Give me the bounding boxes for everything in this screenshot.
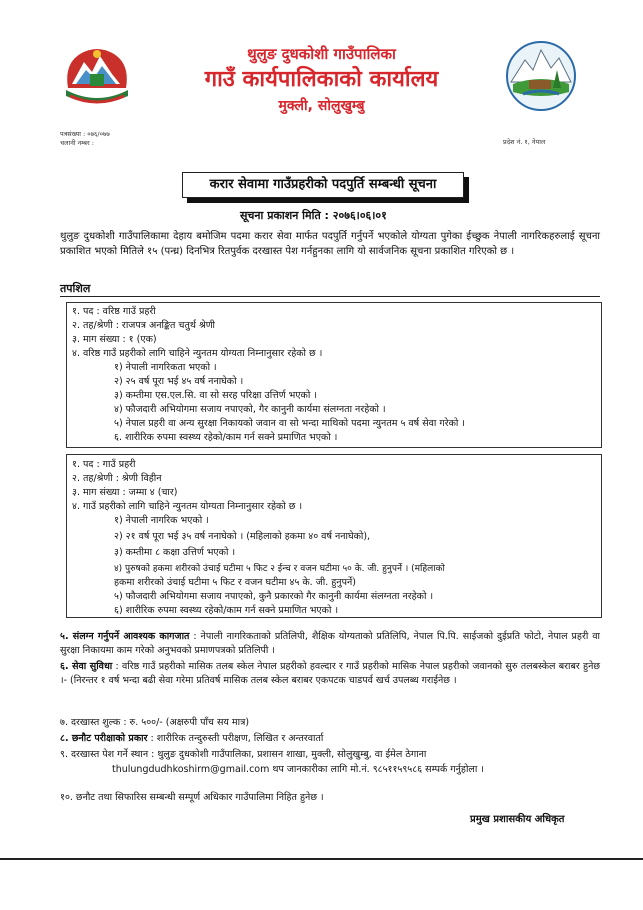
province-label: प्रदेश नं. १, नेपाल	[503, 138, 546, 146]
box2-line: ४) पुरुषको हकमा शरीरको उंचाई घटीमा ५ फिट २ ईन्च र वजन घटीमा ५० के. जी. हुनुपर्ने । (महिलाको	[114, 564, 445, 574]
office-address: मुक्ली, सोलुखुम्बु	[278, 98, 365, 114]
box2-line: ५) फौजदारी अभियोगमा सजाय नपाएको, कुनै प्रकारको गैर कानुनी कार्यमा संलग्नता नरहेको ।	[114, 591, 434, 602]
item-6-label: ६. सेवा सुविधा	[60, 661, 113, 672]
item-5-label: ५. संलग्न गर्नुपर्ने आवश्यक कागजात	[60, 631, 190, 642]
box2-line: ३) कम्तीमा ८ कक्षा उत्तिर्ण भएको ।	[114, 547, 236, 558]
box1-line: २. तह/श्रेणी : राजपत्र अनङ्कित चतुर्थ श्रेणी	[72, 320, 216, 331]
dispatch-number: चलानी नम्बर :	[60, 139, 94, 147]
box1-line: ५) नेपाल प्रहरी वा अन्य सुरक्षा निकायको जवान वा सो भन्दा माथिको पदमा न्युनतम ५ वर्ष सेवा गरेको ।	[114, 418, 465, 429]
footer-divider	[0, 858, 643, 860]
intro-paragraph: थुलुङ दुधकोशी गाउँपालिकामा देहाय बमोजिम पदमा करार सेवा मार्फत पदपुर्ति गर्नुपर्ने भएकोले योग्यता पुगेका ईच्छुक नेपाली नागरिकहरुलाई सूचना प्रकाशित भएको मितिले १५ (पन्ध्र) दिनभित्र रितपुर्वक दरखास्त पेश गर्नहुनका लागि यो सार्वजनिक सूचना प्रकाशित गरिएको छ ।	[60, 231, 600, 257]
box2-line: ६) शारीरिक रुपमा स्वस्थ्य रहेको/काम गर्न सक्ने प्रमाणित भएको ।	[114, 605, 339, 616]
box2-line: १) नेपाली नागरिक भएको ।	[114, 515, 209, 526]
office-name: गाउँ कार्यपालिकाको कार्यालय	[204, 67, 439, 92]
item-10: १०. छनौट तथा सिफारिस सम्बन्धी सम्पूर्ण अधिकार गाउँपालिमा निहित हुनेछ ।	[60, 792, 324, 803]
divider	[60, 296, 600, 297]
item-5-text: : नेपाली नागरिकताको प्रतिलिपी, शैक्षिक योग्यताको प्रतिलिपि, नेपाल पि.पि. साईजको दुईप्रति फोटो, नेपाल प्रहरी वा सुरक्षा निकायमा काम गरेको अनुभवको प्रमाणपत्रको प्रतिलिपी ।	[60, 631, 600, 656]
item-6-text: : वरिष्ठ गाउँ प्रहरीको मासिक तलब स्केल नेपाल प्रहरीको हवल्दार र गाउँ प्रहरीको मासिक नेपाल प्रहरीको जवानको सुरु तलबस्केल बराबर हुनेछ ।- (निरन्तर १ वर्ष भन्दा बढी सेवा गरेमा प्रतिवर्ष मासिक तलब स्केल बराबर एकपटक चाडपर्व खर्च उपलब्ध गराईनेछ ।	[60, 661, 601, 686]
letter-number: पत्रसंख्या : ०७६/०७७	[60, 130, 110, 138]
box2-line: ३. माग संख्या : जम्मा ४ (चार)	[72, 487, 178, 498]
item-8-label: ८. छनौट परीक्षाको प्रकार	[60, 733, 148, 744]
box1-line: ४. वरिष्ठ गाउँ प्रहरीको लागि चाहिने न्युनतम योग्यता निम्नानुसार रहेको छ ।	[72, 348, 323, 359]
item-6	[60, 660, 600, 688]
box1-line: ४) फौजदारी अभियोगमा सजाय नपाएको, गैर कानुनी कार्यमा संलग्नता नरहेको ।	[114, 404, 386, 415]
box2-line: १. पद : गाउँ प्रहरी	[72, 459, 136, 470]
item-9-line2: thulungdudhkoshirm@gmail.com थप जानकारीका लागि मो.नं. ९८५११५९५८६ सम्पर्क गर्नुहोला ।	[112, 764, 484, 775]
box2-line: २) २१ वर्ष पूरा भई ३५ वर्ष ननाघेको । (महिलाको हकमा ४० वर्ष ननाघेको),	[114, 531, 371, 542]
box1-line: १) नेपाली नागरिकता भएको ।	[114, 362, 217, 373]
box2-line: २. तह/श्रेणी : श्रेणी विहीन	[72, 473, 162, 484]
signature-title: प्रमुख प्रशासकीय अधिकृत	[470, 814, 565, 825]
item-7: ७. दरखास्त शुल्क : रु. ५००/- (अक्षरुपी पाँच सय मात्र)	[60, 717, 250, 728]
item-5	[60, 630, 600, 658]
publish-date: सूचना प्रकाशन मिति : २०७६।०६।०१	[240, 209, 387, 222]
box2-line: हकमा शरीरको उंचाई घटीमा ५ फिट र वजन घटीमा ४५ के. जी. हुनुपर्ने)	[114, 577, 356, 588]
box1-line: १. पद : वरिष्ठ गाउँ प्रहरी	[72, 306, 156, 317]
box1-line: ३. माग संख्या : १ (एक)	[72, 334, 157, 345]
municipality-name: थुलुङ दुधकोशी गाउँपालिका	[247, 45, 396, 63]
box1-line: ३) कम्तीमा एस.एल.सि. वा सो सरह परिक्षा उत्तिर्ण भएको ।	[114, 390, 317, 401]
box1-line: ६. शारीरिक रुपमा स्वस्थ्य रहेको/काम गर्न सक्ने प्रमाणित भएको ।	[114, 432, 338, 443]
box2-line: ४. गाउँ प्रहरीको लागि चाहिने न्युनतम योग्यता निम्नानुसार रहेको छ ।	[72, 501, 303, 512]
item-9-line1: ९. दरखास्त पेश गर्ने स्थान : थुलुङ दुधकोशी गाउँपालिका, प्रशासन शाखा, मुक्ली, सोलुखुम्बु, वा ईमेल ठेगाना	[60, 749, 427, 760]
notice-title: करार सेवामा गाउँप्रहरीको पदपुर्ति सम्बन्धी सूचना	[182, 172, 464, 198]
tapasil-heading: तपशिल	[60, 282, 91, 295]
item-8	[60, 732, 600, 746]
item-8-text: : शारीरिक तन्दुरुस्ती परीक्षण, लिखित र अन्तरवार्ता	[147, 733, 324, 744]
box1-line: २) २५ वर्ष पूरा भई ४५ वर्ष ननाघेको ।	[114, 376, 244, 387]
